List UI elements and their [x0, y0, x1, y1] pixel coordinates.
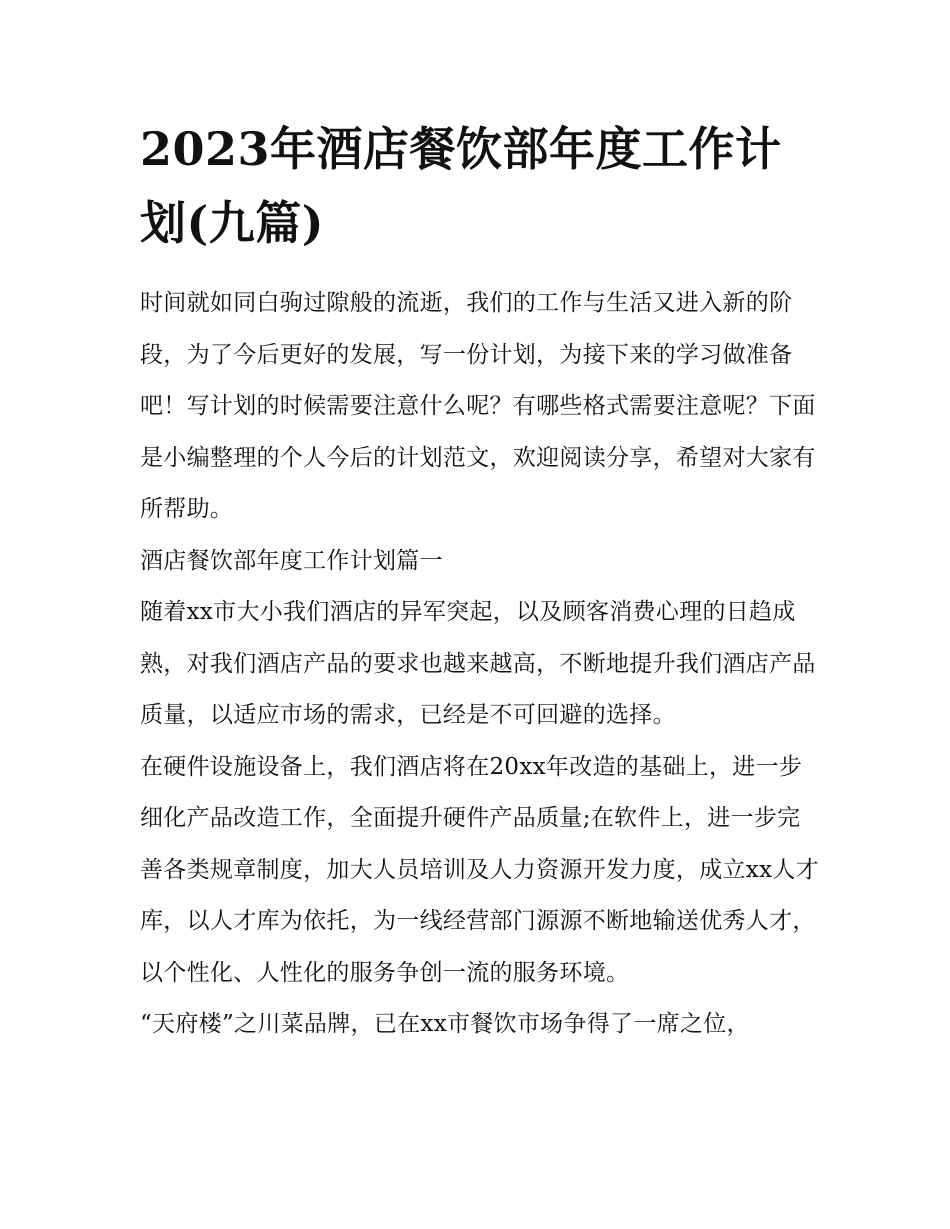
body-paragraph-3: “天府楼”之川菜品牌，已在xx市餐饮市场争得了一席之位， — [140, 1011, 750, 1037]
document-body — [140, 278, 820, 1051]
intro-paragraph: 时间就如同白驹过隙般的流逝，我们的工作与生活又进入新的阶段，为了今后更好的发展，写一份计划，为接下来的学习做准备吧！写计划的时候需要注意什么呢？有哪些格式需要注意呢？下面是小编整理的个人今后的计划范文，欢迎阅读分享，希望对大家有所帮助。 — [140, 290, 816, 522]
document-page — [140, 112, 820, 1051]
body-paragraph-2: 在硬件设施设备上，我们酒店将在20xx年改造的基础上，进一步细化产品改造工作，全面提升硬件产品质量;在软件上，进一步完善各类规章制度，加大人员培训及人力资源开发力度，成立xx人才库，以人才库为依托，为一线经营部门源源不断地输送优秀人才，以个性化、人性化的服务争创一流的服务环境。 — [140, 753, 819, 986]
document-title: 2023年酒店餐饮部年度工作计划(九篇) — [140, 122, 782, 250]
section-heading: 酒店餐饮部年度工作计划篇一 — [140, 547, 443, 574]
body-paragraph-1: 随着xx市大小我们酒店的异军突起，以及顾客消费心理的日趋成熟，对我们酒店产品的要求也越来越高，不断地提升我们酒店产品质量，以适应市场的需求，已经是不可回避的选择。 — [140, 599, 816, 728]
